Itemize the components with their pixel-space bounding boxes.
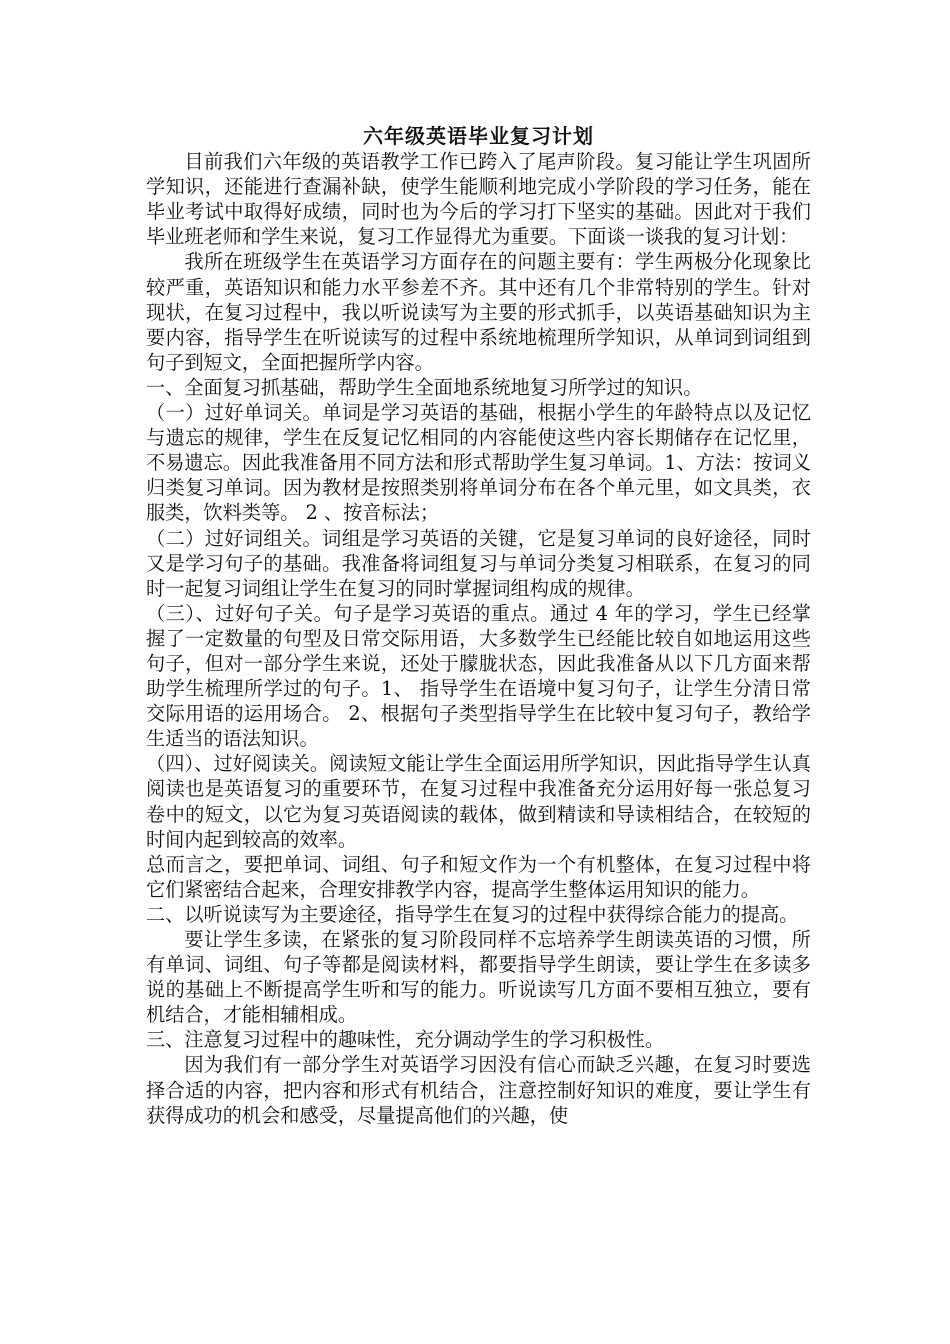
body-paragraph: 总而言之，要把单词、词组、句子和短文作为一个有机整体，在复习过程中将它们紧密结合起来，合理安排教学内容，提高学生整体运用知识的能力。	[146, 852, 811, 901]
body-paragraph: 我所在班级学生在英语学习方面存在的问题主要有：学生两极分化现象比较严重，英语知识和能力水平参差不齐。其中还有几个非常特别的学生。针对现状，在复习过程中，我以听说读写为主要的形式抓手，以英语基础知识为主要内容，指导学生在听说读写的过程中系统地梳理所学知识，从单词到词组到句子到短文，全面把握所学内容。	[146, 250, 811, 374]
body-paragraph: 一、全面复习抓基础，帮助学生全面地系统地复习所学过的知识。	[146, 375, 703, 399]
body-paragraph: 因为我们有一部分学生对英语学习因没有信心而缺乏兴趣，在复习时要选择合适的内容，把内容和形式有机结合，注意控制好知识的难度，要让学生有获得成功的机会和感受，尽量提高他们的兴趣，使	[146, 1053, 811, 1127]
body-paragraph: （一）过好单词关。单词是学习英语的基础，根据小学生的年龄特点以及记忆与遗忘的规律，学生在反复记忆相同的内容能使这些内容长期储存在记忆里，不易遗忘。因此我准备用不同方法和形式帮助学生复习单词。1、方法：按词义归类复习单词。因为教材是按照类别将单词分布在各个单元里，如文具类，衣服类，饮料类等。 2 、按音标法；	[146, 401, 811, 525]
body-paragraph: 二、以听说读写为主要途径，指导学生在复习的过程中获得综合能力的提高。	[146, 902, 799, 926]
body-paragraph: （四）、过好阅读关。阅读短文能让学生全面运用所学知识，因此指导学生认真阅读也是英语复习的重要环节，在复习过程中我准备充分运用好每一张总复习卷中的短文，以它为复习英语阅读的载体，做到精读和导读相结合，在较短的时间内起到较高的效率。	[146, 752, 811, 851]
document-body	[146, 149, 811, 1128]
body-paragraph: 三、注意复习过程中的趣味性，充分调动学生的学习积极性。	[146, 1028, 665, 1052]
document-page	[146, 124, 811, 1128]
body-paragraph: （三）、过好句子关。句子是学习英语的重点。通过 4 年的学习，学生已经掌握了一定数量的句型及日常交际用语，大多数学生已经能比较自如地运用这些句子，但对一部分学生来说，还处于朦胧状态，因此我准备从以下几方面来帮助学生梳理所学过的句子。1、 指导学生在语境中复习句子，让学生分清日常交际用语的运用场合。 2、根据句子类型指导学生在比较中复习句子，教给学生适当的语法知识。	[146, 601, 811, 751]
body-paragraph: 要让学生多读，在紧张的复习阶段同样不忘培养学生朗读英语的习惯，所有单词、词组、句子等都是阅读材料，都要指导学生朗读，要让学生在多读多说的基础上不断提高学生听和写的能力。听说读写几方面不要相互独立，要有机结合，才能相辅相成。	[146, 928, 811, 1027]
body-paragraph: 目前我们六年级的英语教学工作已跨入了尾声阶段。复习能让学生巩固所学知识，还能进行查漏补缺，使学生能顺利地完成小学阶段的学习任务，能在毕业考试中取得好成绩，同时也为今后的学习打下坚实的基础。因此对于我们毕业班老师和学生来说，复习工作显得尤为重要。下面谈一谈我的复习计划：	[146, 150, 811, 249]
document-title: 六年级英语毕业复习计划	[363, 124, 594, 148]
body-paragraph: （二）过好词组关。词组是学习英语的关键，它是复习单词的良好途径，同时又是学习句子的基础。我准备将词组复习与单词分类复习相联系，在复习的同时一起复习词组让学生在复习的同时掌握词组构成的规律。	[146, 526, 811, 600]
